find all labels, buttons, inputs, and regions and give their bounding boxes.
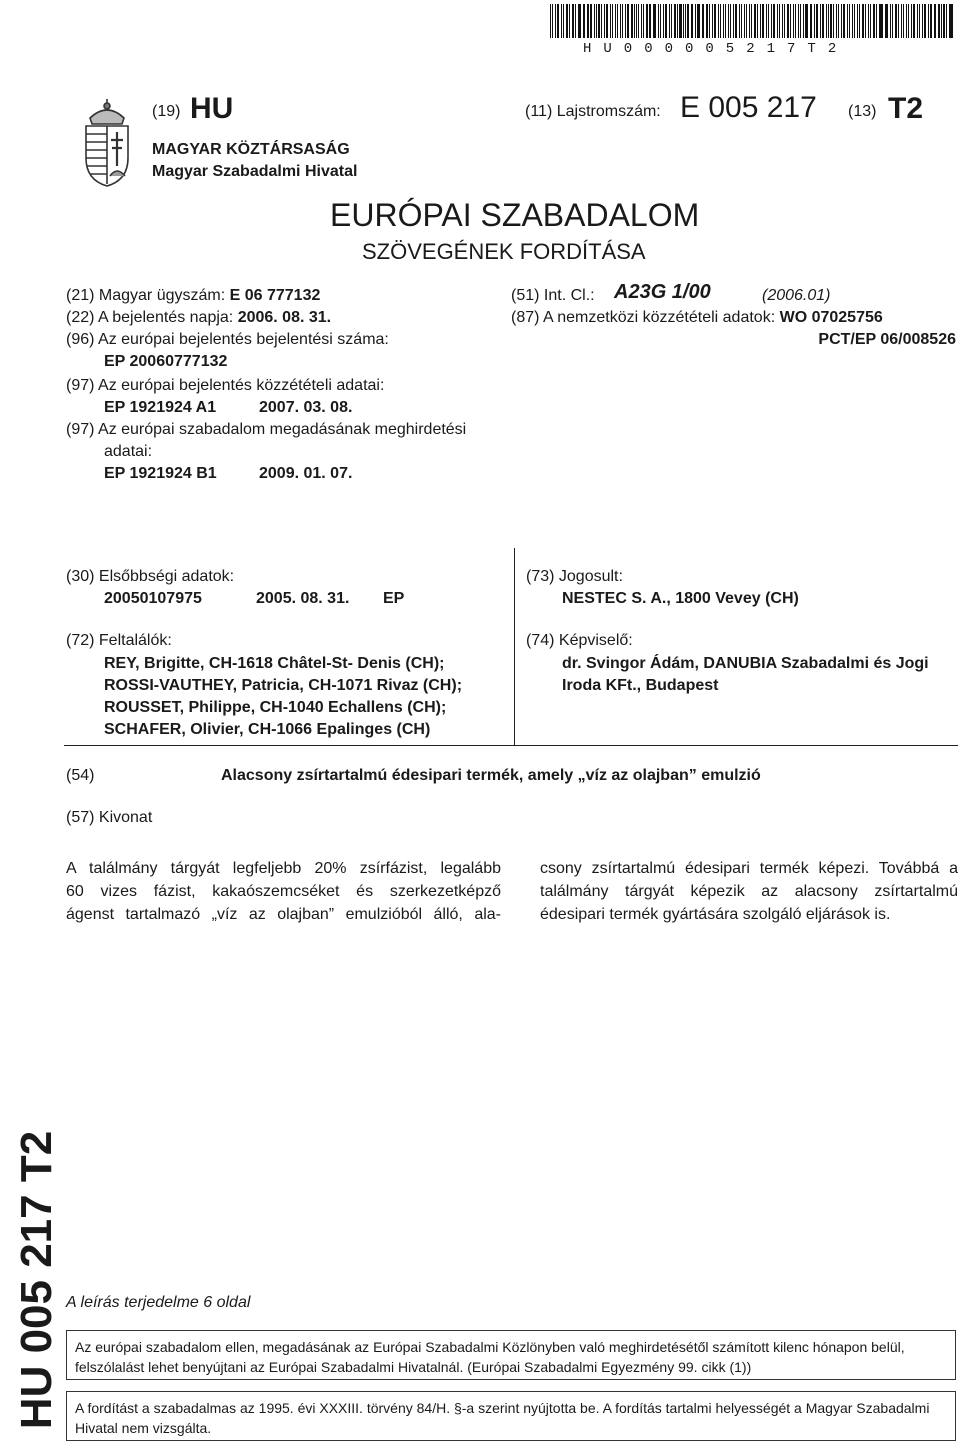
f74-line1: dr. Svingor Ádám, DANUBIA Szabadalmi és Jogi [562,655,929,672]
barcode-bar [849,4,850,38]
barcode-bar [604,4,605,38]
barcode-bar [879,4,880,38]
barcode-bar [787,4,789,38]
barcode-bar [735,4,737,38]
barcode-bar [865,4,866,38]
barcode-bar [928,4,929,38]
barcode-bar [720,4,721,38]
f72-label: (72) Feltalálók: [66,632,172,649]
f51-date: (2006.01) [762,287,831,304]
abstract-col2-line3: édesipari termék gyártására szolgáló eljárások is. [540,906,891,923]
barcode-bar [830,4,831,38]
barcode-bar [594,4,595,38]
barcode-bar [836,4,837,38]
barcode-bar [733,4,734,38]
barcode-bar [730,4,731,38]
f97b-number: EP 1921924 B1 [104,465,217,482]
barcode-bar [890,4,891,38]
barcode-bar [800,4,801,38]
barcode-number: HU000005217T2 [583,41,849,57]
barcode-bar [859,4,860,38]
barcode-bar [627,4,629,38]
barcode-bar [697,4,699,38]
barcode-bar [913,4,915,38]
barcode-bar [911,4,912,38]
f21-label: (21) Magyar ügyszám: [66,287,226,304]
f87-label: (87) A nemzetközi közzétételi adatok: [511,309,776,326]
f51-label: (51) Int. Cl.: [511,287,595,304]
barcode-bar [703,4,704,38]
barcode-bar [679,4,681,38]
barcode-bar [646,4,648,38]
f73-name: NESTEC S. A. [562,590,667,607]
f22-value: 2006. 08. 31. [237,309,332,326]
barcode-bar [598,4,599,38]
barcode-bar [718,4,719,38]
inventor-2: ROSSI-VAUTHEY, Patricia, CH-1071 Rivaz (CH); [104,677,463,694]
abstract-column-2 [540,857,958,926]
f54-code: (54) [66,767,95,784]
page-count: A leírás terjedelme 6 oldal [66,1294,251,1311]
barcode-bar [790,4,791,38]
barcode-bar [822,4,824,38]
barcode-bar [612,4,613,38]
barcode-bar [569,4,570,38]
barcode-bar [561,4,562,38]
barcode-bar [782,4,783,38]
barcode-bar [660,4,661,38]
barcode-bar [880,4,882,38]
barcode-bar [946,4,947,38]
barcode-bar [768,4,769,38]
barcode-bar [587,4,588,38]
barcode-bar [901,4,902,38]
abstract-col2-line1: csony zsírtartalmú édesipari termék képezi. Továbbá a [540,860,958,877]
barcode-bar [873,4,874,38]
barcode-bar [643,4,644,38]
barcode-bar [922,4,923,38]
column-divider [514,548,515,746]
abstract-column-1 [66,857,501,926]
f87-pct: PCT/EP 06/008526 [818,331,956,348]
barcode-bar [572,4,574,38]
abstract-label: (57) Kivonat [66,809,153,826]
barcode-bar [739,4,740,38]
barcode-bar [634,4,635,38]
barcode-bar [674,4,675,38]
barcode-bar [838,4,839,38]
f51-class: A23G 1/00 [614,281,711,303]
barcode-bar [919,4,920,38]
barcode-bar [584,4,585,38]
barcode-bar [566,4,567,38]
barcode-bar [751,4,752,38]
barcode-bar [898,4,899,38]
barcode-bar [596,4,597,38]
barcode-bar [746,4,747,38]
f73-label: (73) Jogosult: [526,568,623,585]
f96-value: EP 20060777132 [104,353,228,370]
barcode-bar [669,4,670,38]
barcode-bar [906,4,907,38]
barcode-bar [638,4,639,38]
barcode-bar [943,4,944,38]
abstract-col2-line2: találmány tárgyát képezik az alacsony zsírtartalmú [540,883,958,900]
barcode-bar [744,4,745,38]
f97a-date: 2007. 03. 08. [259,399,353,416]
barcode-bar [671,4,672,38]
barcode-bar [814,4,815,38]
barcode-bar [949,4,950,38]
abstract-col1-line3: ágenst tartalmazó „víz az olajban” emulzióból álló, ala- [66,906,501,923]
barcode-bar [636,4,637,38]
barcode-bar [903,4,904,38]
barcode-bar [876,4,877,38]
barcode-bar [615,4,616,38]
barcode-bar [709,4,710,38]
barcode-bar [610,4,611,38]
barcode-bar [754,4,756,38]
f97b-label-2: adatai: [104,443,153,460]
barcode-bar [692,4,693,38]
inventor-3: ROUSSET, Philippe, CH-1040 Echallens (CH); [104,699,447,716]
barcode-bar [677,4,678,38]
barcode-bar [773,4,775,38]
barcode-bar [590,4,592,38]
barcode-bar [552,4,553,38]
barcode-bar [691,4,692,38]
barcode-bar [826,4,827,38]
barcode-bar [895,4,897,38]
abstract-col1-line2: 60 vizes fázist, kakaószemcséket és szerkezetképző [66,883,501,900]
barcode-bar [654,4,655,38]
barcode-bar [683,4,684,38]
barcode-bar [892,4,893,38]
country-code: HU [190,92,234,125]
barcode-bar [847,4,848,38]
barcode-bar [841,4,842,38]
barcode-bar [779,4,780,38]
inventor-4: SCHAFER, Olivier, CH-1066 Epalinges (CH) [104,721,431,738]
barcode-bar [625,4,626,38]
f22-label: (22) A bejelentés napja: [66,309,234,326]
barcode-bar [886,4,887,38]
barcode-bar [852,4,853,38]
barcode-bar [810,4,811,38]
barcode-bar [728,4,729,38]
abstract-col1-line1: A találmány tárgyát legfeljebb 20% zsírfázist, legalább [66,860,501,877]
barcode-bar [563,4,564,38]
barcode-bar [811,4,812,38]
barcode-bar [557,4,559,38]
barcode-bar [828,4,829,38]
barcode-bar [649,4,650,38]
barcode-bar [702,4,703,38]
f97b-date: 2009. 01. 07. [259,465,353,482]
barcode-bar [575,4,576,38]
barcode-bar [658,4,659,38]
barcode-bar [617,4,618,38]
barcode-bar [665,4,667,38]
barcode-bar [579,4,580,38]
registration-number: E 005 217 [680,91,817,124]
barcode-bar [941,4,942,38]
office-line1: MAGYAR KÖZTÁRSASÁG [152,141,350,158]
f97a-label: (97) Az európai bejelentés közzétételi adatai: [66,377,385,394]
barcode-bar [749,4,750,38]
side-publication-number: HU 005 217 T2 [12,1130,61,1430]
barcode-bar [833,4,834,38]
barcode-bar [803,4,804,38]
f74-line2-rest: , Budapest [636,677,719,694]
barcode-bar [793,4,794,38]
barcode-bar [741,4,742,38]
f97b-label-1: (97) Az európai szabadalom megadásának meghirdetési [66,421,467,438]
f74-label: (74) Képviselő: [526,632,633,649]
barcode-bar [641,4,642,38]
barcode-bar [784,4,785,38]
barcode-bar [868,4,869,38]
barcode-bar [757,4,758,38]
barcode-bar [555,4,556,38]
f21-value: E 06 777132 [229,287,321,304]
code-13: (13) [848,103,877,120]
barcode-bar [843,4,845,38]
kind-code: T2 [888,92,924,125]
barcode-bar [816,4,817,38]
barcode-bar [885,4,886,38]
f73-address: , 1800 Vevey (CH) [666,590,799,607]
opposition-notice: Az európai szabadalom ellen, megadásának az Európai Szabadalmi Közlönyben való meghirdetésétől számított kilenc hónapon belül, felszólalást lehet benyújtani az Európai Szabadalmi Hivatalnál. (Európai Szabadalmi Egyezmény 99. cikk (1)) [66,1330,956,1380]
barcode-bar [795,4,796,38]
hungarian-coat-of-arms-icon [78,96,136,188]
barcode-bar [622,4,623,38]
barcode-bar [601,4,602,38]
document-subtitle: SZÖVEGÉNEK FORDÍTÁSA [362,239,646,264]
barcode-bar [870,4,871,38]
office-line2: Magyar Szabadalmi Hivatal [152,163,358,180]
section-divider [64,745,958,746]
barcode-bar [766,4,767,38]
barcode-bar [712,4,713,38]
barcode-bar [854,4,855,38]
barcode-bar [583,4,584,38]
f87-wo: WO 07025756 [779,309,883,326]
code-19: (19) [152,103,181,120]
barcode [550,4,955,38]
f30-date: 2005. 08. 31. [256,590,350,607]
f30-country: EP [383,590,405,607]
barcode-bar [820,4,821,38]
f30-number: 20050107975 [104,590,202,607]
barcode-bar [857,4,858,38]
translation-notice: A fordítást a szabadalmas az 1995. évi XXXIII. törvény 84/H. §-a szerint nyújtotta be. A fordítás tartalmi helyességét a Magyar Szabadalmi Hivatal nem vizsgálta. [66,1391,956,1441]
barcode-bar [862,4,864,38]
document-title: EURÓPAI SZABADALOM [330,197,700,233]
invention-title: Alacsony zsírtartalmú édesipari termék, amely „víz az olajban” emulzió [221,767,761,784]
f74-line2-bold: Iroda KFt. [562,677,637,694]
barcode-bar [805,4,807,38]
barcode-bar [706,4,707,38]
barcode-bar [934,4,935,38]
f96-label: (96) Az európai bejelentés bejelentési száma: [66,331,389,348]
barcode-bar [631,4,632,38]
barcode-bar [685,4,686,38]
barcode-bar [924,4,925,38]
f97a-number: EP 1921924 A1 [104,399,217,416]
barcode-bar [723,4,724,38]
barcode-bar [695,4,696,38]
barcode-bar [620,4,621,38]
barcode-bar [930,4,932,38]
barcode-bar [938,4,939,38]
barcode-bar [908,4,909,38]
barcode-bar [653,4,654,38]
barcode-bar [606,4,608,38]
barcode-bar [714,4,716,38]
barcode-bar [663,4,664,38]
f30-label: (30) Elsőbbségi adatok: [66,568,235,585]
barcode-bar [771,4,772,38]
barcode-bar [917,4,918,38]
barcode-bar [950,4,952,38]
barcode-bar [578,4,579,38]
inventor-1: REY, Brigitte, CH-1618 Châtel-St- Denis (CH); [104,655,445,672]
barcode-bar [777,4,778,38]
barcode-bar [550,4,551,38]
barcode-bar [687,4,688,38]
barcode-bar [798,4,799,38]
barcode-bar [760,4,761,38]
barcode-bar [762,4,763,38]
code-11-label: (11) Lajstromszám: [525,103,661,120]
barcode-bar [725,4,726,38]
barcode-bar [935,4,936,38]
